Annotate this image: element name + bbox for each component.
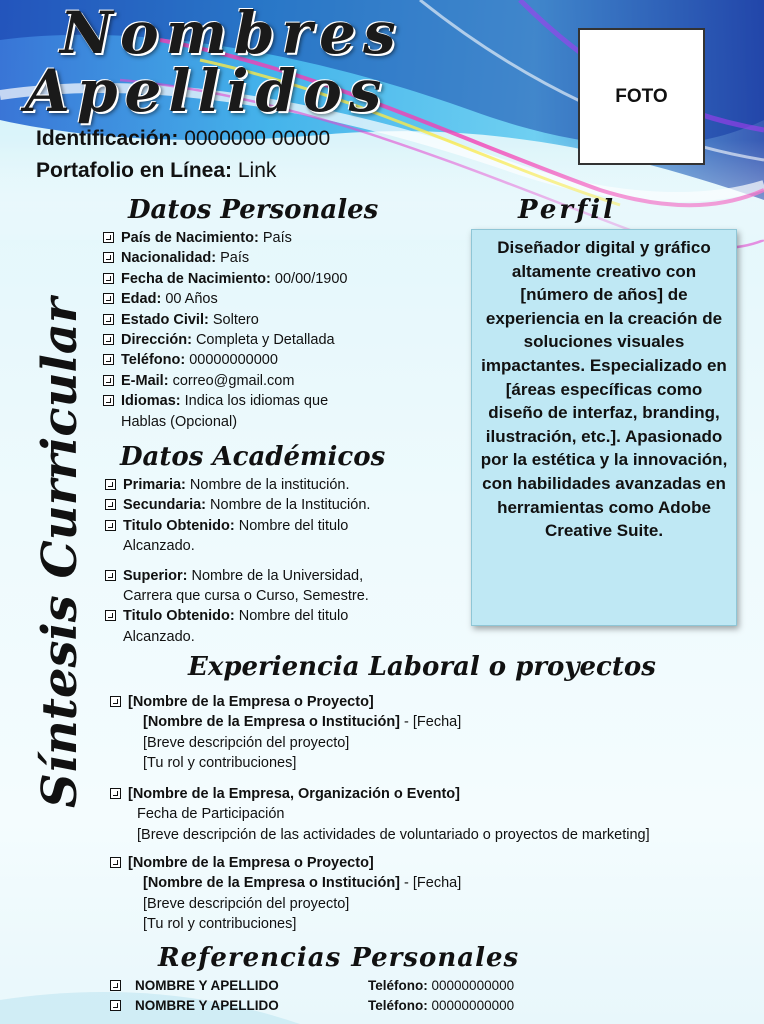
checkbox-bullet-icon: [110, 980, 121, 991]
experience-org: [Nombre de la Empresa o Institución]: [143, 875, 401, 892]
side-title: Síntesis Curricular: [32, 297, 88, 808]
checkbox-bullet-icon: [103, 334, 114, 345]
checkbox-bullet-icon: [105, 520, 116, 531]
list-item: Fecha de Nacimiento: 00/00/1900: [103, 269, 473, 289]
list-item: Idiomas: Indica los idiomas que Hablas (Opcional): [103, 391, 473, 432]
personal-data-heading: Datos Personales: [128, 195, 379, 225]
checkbox-bullet-icon: [110, 857, 121, 868]
experience-title: [Nombre de la Empresa, Organización o Evento]: [110, 784, 760, 804]
experience-role: [Tu rol y contribuciones]: [143, 915, 297, 932]
checkbox-bullet-icon: [103, 314, 114, 325]
reference-phone: Teléfono: 00000000000: [368, 978, 515, 993]
personal-data-list: [103, 228, 473, 432]
photo-placeholder: [578, 28, 705, 165]
checkbox-bullet-icon: [105, 479, 116, 490]
checkbox-bullet-icon: [103, 395, 114, 406]
experience-date: - [Fecha]: [400, 714, 462, 731]
experience-entry: [110, 784, 760, 845]
experience-description: [Breve descripción del proyecto]: [143, 734, 350, 751]
reference-name: NOMBRE Y APELLIDO: [135, 978, 279, 993]
checkbox-bullet-icon: [105, 499, 116, 510]
checkbox-bullet-icon: [105, 610, 116, 621]
email-value[interactable]: correo@gmail.com: [172, 372, 295, 389]
checkbox-bullet-icon: [105, 570, 116, 581]
checkbox-bullet-icon: [103, 293, 114, 304]
list-item: Superior: Nombre de la Universidad, Carrera que cursa o Curso, Semestre.: [105, 566, 465, 607]
surname-heading: Apellidos: [25, 57, 389, 125]
list-item: Primaria: Nombre de la institución.: [105, 475, 465, 495]
photo-label: FOTO: [615, 85, 668, 107]
experience-org: [Nombre de la Empresa o Institución]: [143, 714, 401, 731]
checkbox-bullet-icon: [110, 788, 121, 799]
checkbox-bullet-icon: [103, 232, 114, 243]
profile-box: [471, 229, 737, 626]
experience-entry: [110, 853, 750, 934]
list-item: Titulo Obtenido: Nombre del titulo Alcanzado.: [105, 516, 465, 557]
identification-line: [36, 127, 330, 151]
experience-title: [Nombre de la Empresa o Proyecto]: [110, 853, 750, 873]
checkbox-bullet-icon: [110, 1000, 121, 1011]
list-item: E-Mail: correo@gmail.com: [103, 371, 473, 391]
name-heading: Nombres: [60, 0, 403, 67]
checkbox-bullet-icon: [110, 696, 121, 707]
experience-date: - [Fecha]: [400, 875, 462, 892]
identification-label: Identificación:: [36, 127, 179, 150]
identification-value: 0000000 00000: [184, 127, 331, 150]
list-item: Teléfono: 00000000000: [103, 350, 473, 370]
list-item: Edad: 00 Años: [103, 289, 473, 309]
references-heading: Referencias Personales: [158, 943, 520, 973]
reference-row: [110, 978, 279, 993]
list-item: Nacionalidad: País: [103, 248, 473, 268]
reference-phone: Teléfono: 00000000000: [368, 998, 515, 1013]
experience-description: [Breve descripción de las actividades de voluntariado o proyectos de marketing]: [137, 826, 650, 843]
checkbox-bullet-icon: [103, 273, 114, 284]
profile-text: Diseñador digital y gráfico altamente creativo con [número de años] de experiencia en la creación de soluciones visuales impactantes. Especializado en [áreas específicas como diseño de interfaz, branding, ilustración, etc.]. Apasionado por la estética y la innovación, con habilidades avanzadas en herramientas como Adobe Creative Suite.: [480, 238, 728, 541]
academic-list: [105, 475, 465, 647]
academic-heading: Datos Académicos: [120, 442, 386, 472]
list-item: País de Nacimiento: País: [103, 228, 473, 248]
list-item: Estado Civil: Soltero: [103, 310, 473, 330]
experience-title: [Nombre de la Empresa o Proyecto]: [110, 692, 750, 712]
checkbox-bullet-icon: [103, 375, 114, 386]
profile-heading: Perfil: [518, 195, 617, 225]
reference-name: NOMBRE Y APELLIDO: [135, 998, 279, 1013]
list-item: Secundaria: Nombre de la Institución.: [105, 495, 465, 515]
experience-date: Fecha de Participación: [137, 806, 285, 823]
list-item: Titulo Obtenido: Nombre del titulo Alcanzado.: [105, 606, 465, 647]
checkbox-bullet-icon: [103, 252, 114, 263]
list-item: Dirección: Completa y Detallada: [103, 330, 473, 350]
portfolio-line: [36, 159, 276, 183]
checkbox-bullet-icon: [103, 354, 114, 365]
portfolio-label: Portafolio en Línea:: [36, 159, 233, 182]
reference-row: [110, 998, 279, 1013]
portfolio-link[interactable]: Link: [237, 159, 277, 182]
experience-heading: Experiencia Laboral o proyectos: [188, 652, 656, 682]
experience-entry: [110, 692, 750, 773]
experience-role: [Tu rol y contribuciones]: [143, 754, 297, 771]
experience-description: [Breve descripción del proyecto]: [143, 895, 350, 912]
